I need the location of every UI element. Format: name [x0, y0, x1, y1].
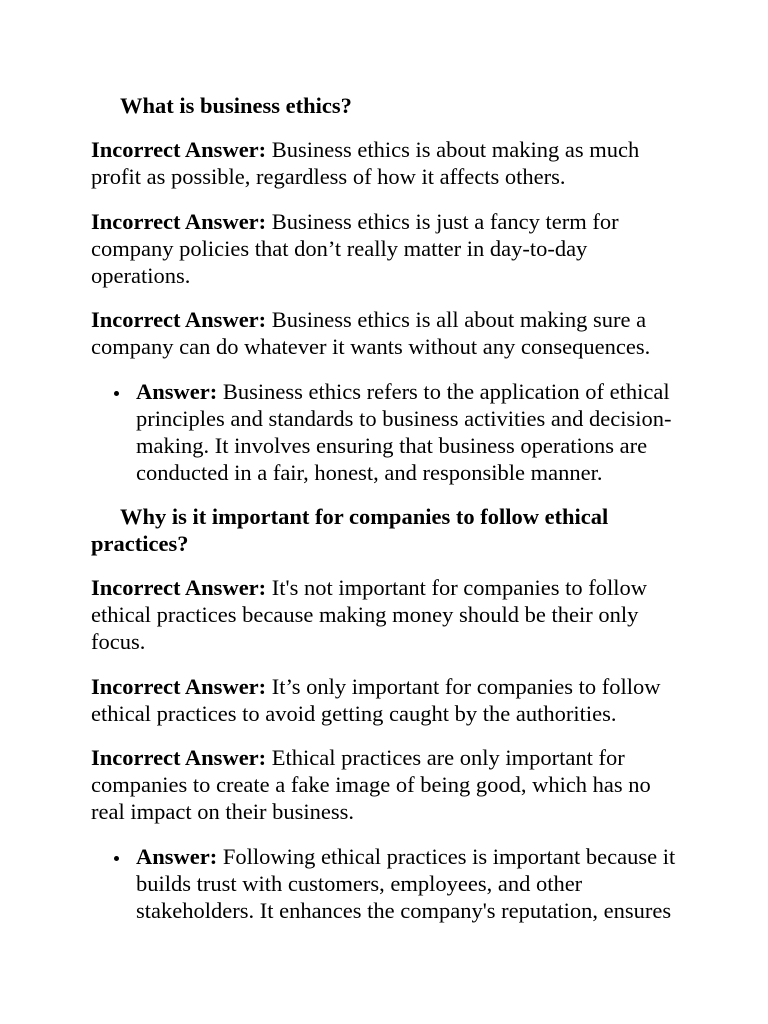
answer-list-item [136, 378, 682, 486]
answer-text: Following ethical practices is important because it builds trust with customers, employees, and other stakeholders. It enhances the company's reputation, ensures [136, 843, 676, 923]
incorrect-answer-text: It's not important for companies to follow ethical practices because making money should be their only focus. [91, 575, 648, 655]
answer-text: Business ethics refers to the application of ethical principles and standards to business activities and decision-making. It involves ensuring that business operations are conducted in a fair, honest, and responsible manner. [136, 378, 672, 485]
document-body [91, 92, 682, 941]
answer-list-item [136, 843, 682, 924]
incorrect-answer-paragraph [91, 574, 682, 655]
answer-list [91, 378, 682, 486]
incorrect-answer-paragraph [91, 744, 682, 825]
answer-label: Answer: [136, 378, 218, 404]
incorrect-answer-text: It’s only important for companies to follow ethical practices to avoid getting caught by the authorities. [91, 673, 661, 726]
incorrect-answer-label: Incorrect Answer: [91, 575, 267, 601]
answer-list [91, 843, 682, 924]
incorrect-answer-paragraph [91, 673, 682, 727]
incorrect-answer-label: Incorrect Answer: [91, 208, 267, 234]
incorrect-answer-label: Incorrect Answer: [91, 307, 267, 333]
incorrect-answer-text: Business ethics is just a fancy term for company policies that don’t really matter in day-to-day operations. [91, 208, 619, 288]
incorrect-answer-text: Ethical practices are only important for companies to create a fake image of being good, which has no real impact on their business. [91, 745, 651, 825]
incorrect-answer-label: Incorrect Answer: [91, 137, 267, 163]
incorrect-answer-label: Incorrect Answer: [91, 673, 267, 699]
question-heading: Why is it important for companies to follow ethical practices? [91, 503, 609, 556]
bullet-icon [114, 856, 119, 861]
incorrect-answer-text: Business ethics is all about making sure a company can do whatever it wants without any consequences. [91, 307, 651, 360]
incorrect-answer-label: Incorrect Answer: [91, 745, 267, 771]
incorrect-answer-paragraph [91, 208, 682, 289]
incorrect-answer-text: Business ethics is about making as much profit as possible, regardless of how it affects others. [91, 137, 640, 190]
answer-label: Answer: [136, 843, 218, 869]
incorrect-answer-paragraph [91, 136, 682, 190]
bullet-icon [114, 391, 119, 396]
question-heading: What is business ethics? [120, 93, 352, 118]
incorrect-answer-paragraph [91, 306, 682, 360]
